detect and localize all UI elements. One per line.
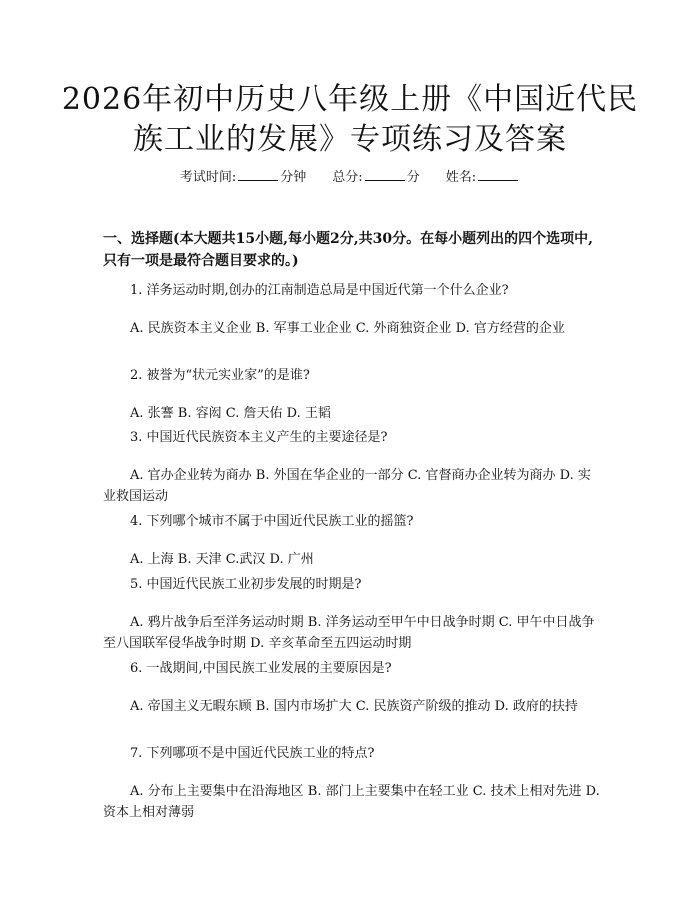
- question-3: [103, 427, 600, 507]
- question-1: [103, 280, 600, 339]
- section-heading: 一、选择题(本大题共15小题,每小题2分,共30分。在每小题列出的四个选项中,只有一项是最符合题目要求的。): [103, 231, 593, 269]
- time-blank: [238, 168, 278, 181]
- time-label: 考试时间:: [179, 170, 237, 185]
- name-blank: [478, 168, 518, 181]
- question-stem: 5. 中国近代民族工业初步发展的时期是?: [130, 577, 362, 592]
- document-title: 2026年初中历史八年级上册《中国近代民族工业的发展》专项练习及答案: [61, 82, 639, 157]
- exam-info-line: [0, 168, 700, 188]
- question-options: A. 分布上主要集中在沿海地区 B. 部门上主要集中在轻工业 C. 技术上相对先进 D. 资本上相对薄弱: [103, 784, 600, 820]
- question-options: A. 官办企业转为商办 B. 外国在华企业的一部分 C. 官督商办企业转为商办 D. 实业救国运动: [103, 468, 591, 504]
- question-stem: 4. 下列哪个城市不属于中国近代民族工业的摇篮?: [130, 514, 414, 529]
- score-blank: [365, 168, 405, 181]
- question-stem: 1. 洋务运动时期,创办的江南制造总局是中国近代第一个什么企业?: [130, 283, 509, 298]
- question-6: [103, 658, 600, 717]
- question-stem: 6. 一战期间,中国民族工业发展的主要原因是?: [130, 661, 392, 676]
- question-stem: 2. 被誉为“状元实业家”的是谁?: [130, 368, 310, 383]
- time-unit: 分钟: [280, 170, 307, 185]
- question-5: [103, 574, 600, 654]
- question-stem: 7. 下列哪项不是中国近代民族工业的特点?: [130, 746, 375, 761]
- question-options: A. 上海 B. 天津 C.武汉 D. 广州: [130, 552, 314, 567]
- name-label: 姓名:: [445, 170, 477, 185]
- question-7: [103, 743, 600, 823]
- question-options: A. 帝国主义无暇东顾 B. 国内市场扩大 C. 民族资产阶级的推动 D. 政府的扶持: [130, 699, 578, 714]
- score-label: 总分:: [332, 170, 363, 185]
- question-stem: 3. 中国近代民族资本主义产生的主要途径是?: [130, 430, 388, 445]
- question-2: [103, 365, 600, 424]
- question-options: A. 张謇 B. 容闳 C. 詹天佑 D. 王韬: [130, 406, 331, 421]
- question-options: A. 鸦片战争后至洋务运动时期 B. 洋务运动至甲午中日战争时期 C. 甲午中日战争至八国联军侵华战争时期 D. 辛亥革命至五四运动时期: [103, 615, 595, 651]
- question-options: A. 民族资本主义企业 B. 军事工业企业 C. 外商独资企业 D. 官方经营的企业: [130, 321, 565, 336]
- score-unit: 分: [406, 170, 420, 185]
- question-4: [103, 511, 600, 570]
